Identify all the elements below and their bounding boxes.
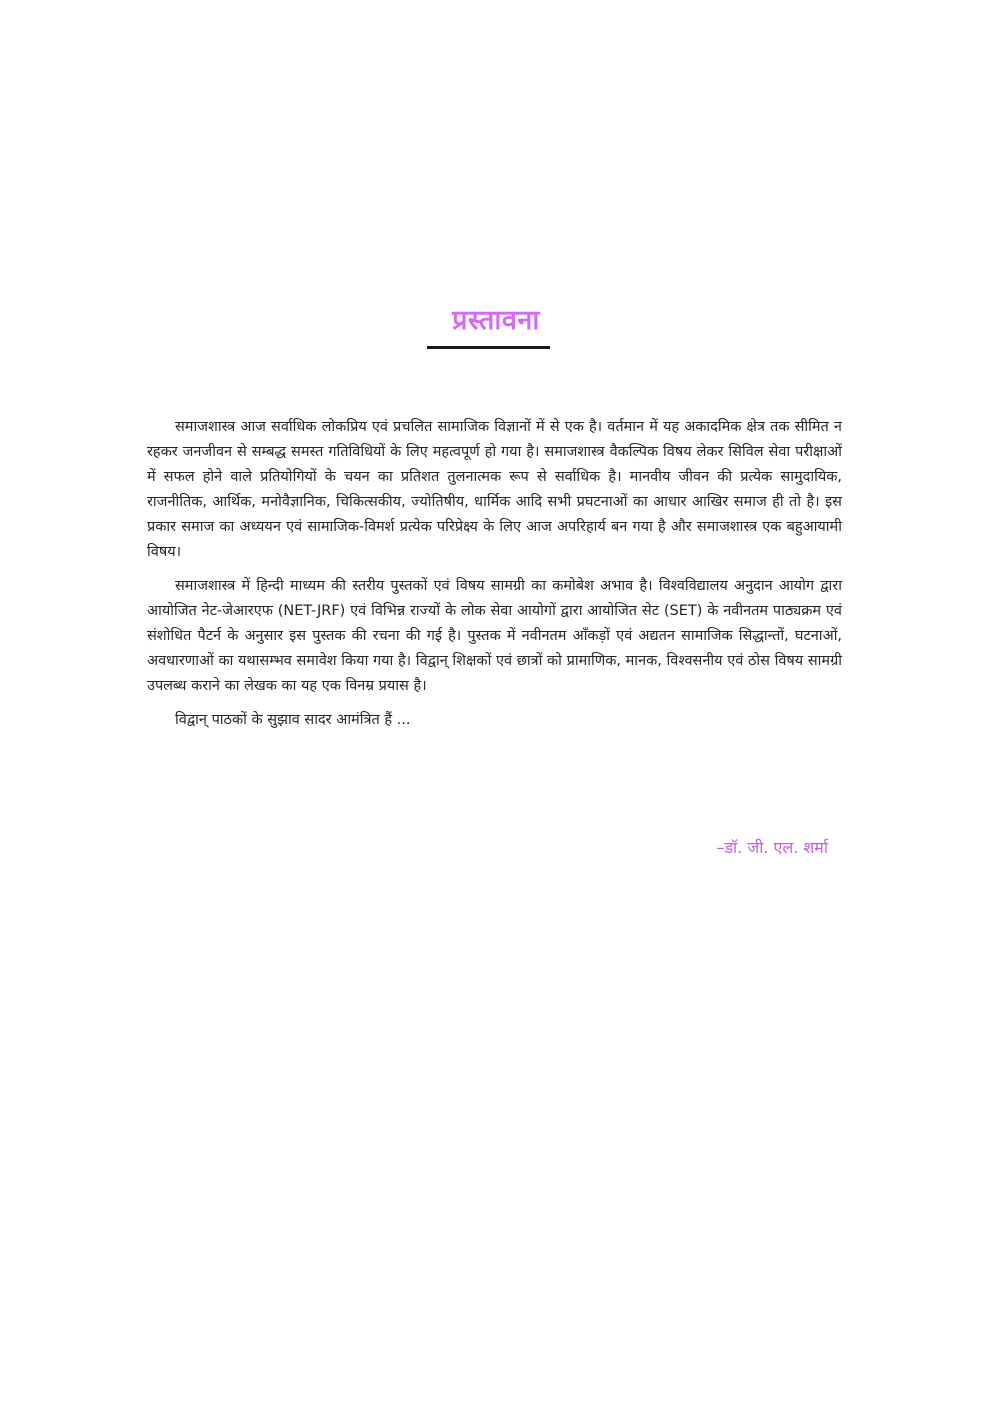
paragraph-purpose: समाजशास्त्र में हिन्दी माध्यम की स्तरीय पुस्तकों एवं विषय सामग्री का कमोबेश अभाव है। विश्वविद्यालय अनुदान आयोग द्वारा आयोजित नेट-जेआरएफ (NET-JRF) एवं विभिन्न राज्यों के लोक सेवा आयोगों द्वारा आयोजित सेट (SET) के नवीनतम पाठ्यक्रम एवं संशोधित पैटर्न के अनुसार इस पुस्तक की रचना की गई है। पुस्तक में नवीनतम आँकड़ों एवं अद्यतन सामाजिक सिद्धान्तों, घटनाओं, अवधारणाओं का यथासम्भव समावेश किया गया है। विद्वान् शिक्षकों एवं छात्रों को प्रामाणिक, मानक, विश्वसनीय एवं ठोस विषय सामग्री उपलब्ध कराने का लेखक का यह एक विनम्र प्रयास है। xyxy=(147,578,842,694)
page-title-container xyxy=(0,300,992,337)
title-underline xyxy=(427,346,550,349)
page-title: प्रस्तावना xyxy=(452,305,540,336)
paragraph-invitation: विद्वान् पाठकों के सुझाव सादर आमंत्रित हैं ... xyxy=(175,712,411,728)
author-signature: –डॉ. जी. एल. शर्मा xyxy=(716,838,828,857)
paragraph-intro: समाजशास्त्र आज सर्वाधिक लोकप्रिय एवं प्रचलित सामाजिक विज्ञानों में से एक है। वर्तमान में यह अकादमिक क्षेत्र तक सीमित न रहकर जनजीवन से सम्बद्ध समस्त गतिविधियों के लिए महत्वपूर्ण हो गया है। समाजशास्त्र वैकल्पिक विषय लेकर सिविल सेवा परीक्षाओं में सफल होने वाले प्रतियोगियों के चयन का प्रतिशत तुलनात्मक रूप से सर्वाधिक है। मानवीय जीवन की प्रत्येक सामुदायिक, राजनीतिक, आर्थिक, मनोवैज्ञानिक, चिकित्सकीय, ज्योतिषीय, धार्मिक आदि सभी प्रघटनाओं का आधार आखिर समाज ही तो है। इस प्रकार समाज का अध्ययन एवं सामाजिक-विमर्श प्रत्येक परिप्रेक्ष्य के लिए आज अपरिहार्य बन गया है और समाजशास्त्र एक बहुआयामी विषय। xyxy=(147,419,842,560)
preface-body xyxy=(147,415,842,742)
